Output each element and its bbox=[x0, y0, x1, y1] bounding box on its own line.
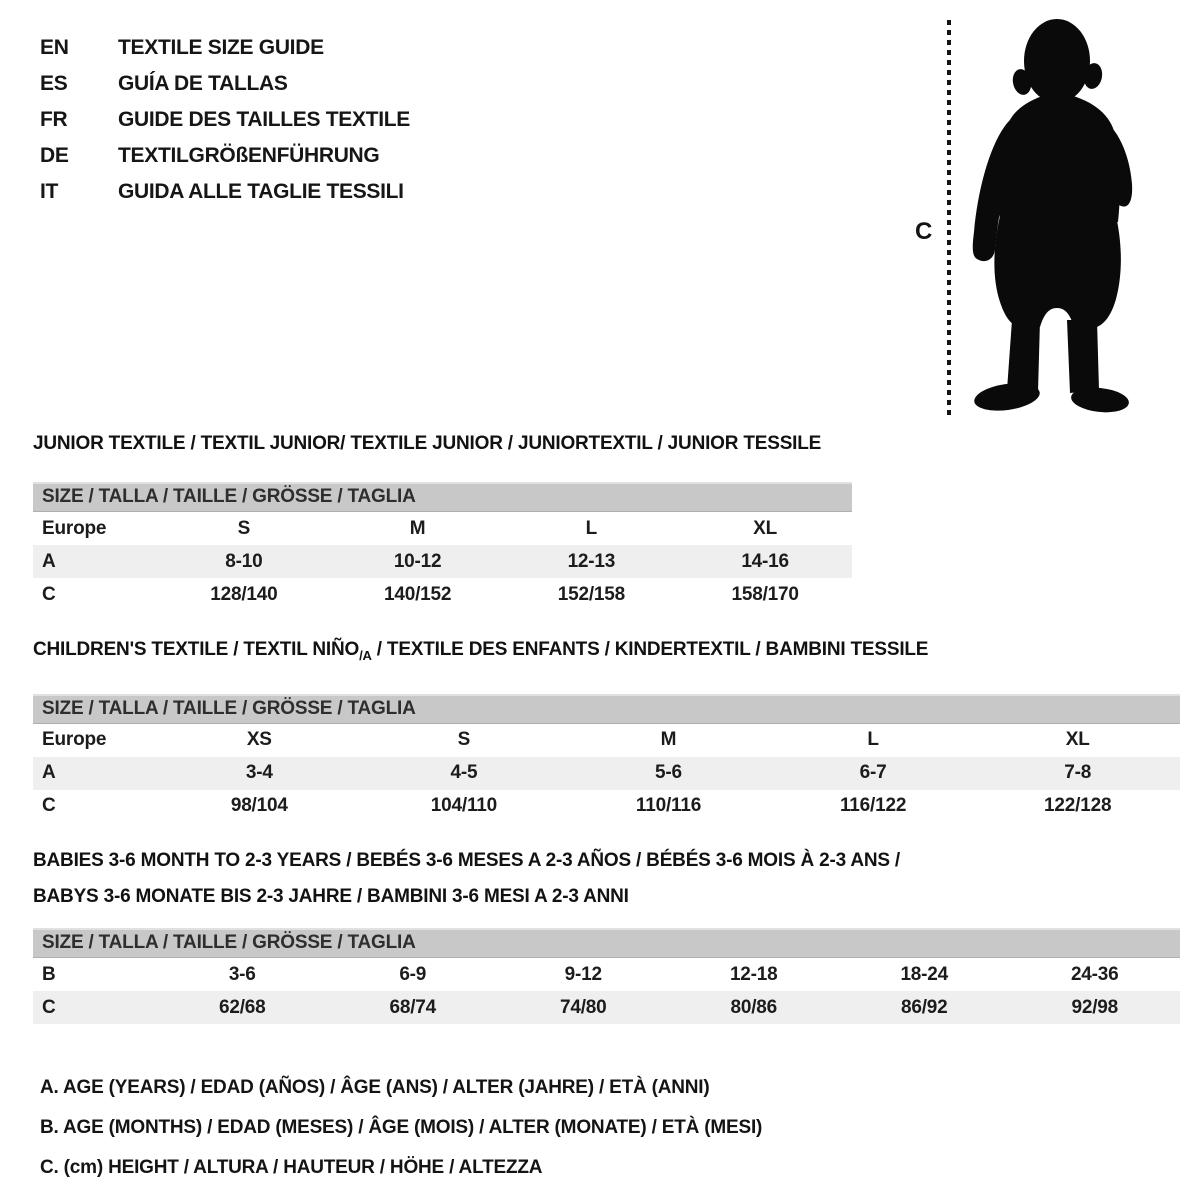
height-measure-label: C bbox=[915, 218, 933, 245]
babies-textile-section bbox=[33, 843, 1180, 1024]
babies-title-line1: BABIES 3-6 MONTH TO 2-3 YEARS / BEBÉS 3-6 MESES A 2-3 AÑOS / BÉBÉS 3-6 MOIS À 2-3 ANS / bbox=[33, 850, 901, 871]
row-label-a: A bbox=[42, 762, 56, 784]
height-value: 122/128 bbox=[1044, 795, 1112, 817]
height-value: 158/170 bbox=[731, 583, 799, 605]
language-code: IT bbox=[40, 180, 59, 203]
row-label-c: C bbox=[42, 996, 56, 1018]
guide-title: GUIDA ALLE TAGLIE TESSILI bbox=[118, 180, 404, 203]
children-title-suffix: / TEXTILE DES ENFANTS / KINDERTEXTIL / BAMBINI TESSILE bbox=[371, 639, 929, 660]
children-row-height bbox=[33, 790, 1180, 823]
age-value: 4-5 bbox=[450, 762, 478, 784]
junior-section-title: JUNIOR TEXTILE / TEXTIL JUNIOR/ TEXTILE JUNIOR / JUNIORTEXTIL / JUNIOR TESSILE bbox=[33, 433, 822, 454]
legend-line-b: B. AGE (MONTHS) / EDAD (MESES) / ÂGE (MOIS) / ALTER (MONATE) / ETÀ (MESI) bbox=[40, 1117, 763, 1138]
babies-title-line2: BABYS 3-6 MONATE BIS 2-3 JAHRE / BAMBINI 3-6 MESI A 2-3 ANNI bbox=[33, 886, 629, 907]
col-header-l: L bbox=[867, 729, 879, 751]
age-value: 8-10 bbox=[225, 550, 263, 572]
babies-row-height bbox=[33, 991, 1180, 1024]
babies-size-header-bar: SIZE / TALLA / TAILLE / GRÖSSE / TAGLIA bbox=[33, 928, 1180, 958]
baby-silhouette-image bbox=[960, 14, 1140, 416]
children-textile-section bbox=[33, 640, 1180, 823]
col-header-xl: XL bbox=[753, 517, 778, 539]
junior-textile-section bbox=[33, 434, 852, 611]
age-value: 7-8 bbox=[1064, 762, 1092, 784]
height-value: 68/74 bbox=[389, 996, 437, 1018]
legend-line-a: A. AGE (YEARS) / EDAD (AÑOS) / ÂGE (ANS) / ALTER (JAHRE) / ETÀ (ANNI) bbox=[40, 1077, 710, 1098]
age-months-value: 12-18 bbox=[729, 963, 778, 985]
junior-row-age bbox=[33, 545, 852, 578]
height-value: 110/116 bbox=[635, 795, 702, 817]
children-row-age bbox=[33, 757, 1180, 790]
children-size-header-bar: SIZE / TALLA / TAILLE / GRÖSSE / TAGLIA bbox=[33, 694, 1180, 724]
language-code: DE bbox=[40, 144, 69, 167]
col-header-xl: XL bbox=[1065, 729, 1090, 751]
language-code: EN bbox=[40, 36, 69, 59]
row-label-b: B bbox=[42, 963, 56, 985]
babies-row-age-months bbox=[33, 958, 1180, 991]
height-value: 140/152 bbox=[383, 583, 452, 605]
children-section-title bbox=[33, 640, 1180, 666]
junior-row-height bbox=[33, 578, 852, 611]
legend-line-c: C. (cm) HEIGHT / ALTURA / HAUTEUR / HÖHE / ALTEZZA bbox=[40, 1157, 543, 1178]
col-header-m: M bbox=[660, 729, 677, 751]
age-months-value: 6-9 bbox=[399, 963, 427, 985]
language-row-es bbox=[40, 66, 410, 102]
guide-title: GUIDE DES TAILLES TEXTILE bbox=[118, 108, 410, 131]
col-header-s: S bbox=[237, 517, 251, 539]
col-header-l: L bbox=[585, 517, 598, 539]
age-value: 6-7 bbox=[859, 762, 887, 784]
age-value: 12-13 bbox=[567, 550, 616, 572]
guide-title: TEXTILGRÖßENFÜHRUNG bbox=[118, 144, 380, 167]
height-value: 98/104 bbox=[230, 795, 288, 817]
row-label-a: A bbox=[42, 550, 56, 572]
age-value: 14-16 bbox=[741, 550, 789, 572]
age-months-value: 9-12 bbox=[564, 963, 602, 985]
guide-title: TEXTILE SIZE GUIDE bbox=[118, 36, 324, 59]
measurement-legend bbox=[40, 1068, 762, 1188]
language-row-fr bbox=[40, 102, 410, 138]
age-months-value: 24-36 bbox=[1070, 963, 1119, 985]
age-value: 5-6 bbox=[655, 762, 682, 784]
height-measure-dashed-line bbox=[947, 20, 951, 416]
col-header-xs: XS bbox=[246, 729, 272, 751]
height-value: 62/68 bbox=[218, 996, 266, 1018]
babies-section-title bbox=[33, 843, 1180, 915]
col-header-s: S bbox=[457, 729, 471, 751]
height-value: 104/110 bbox=[430, 795, 497, 817]
age-value: 3-4 bbox=[245, 762, 273, 784]
language-code: ES bbox=[40, 72, 68, 95]
language-code: FR bbox=[40, 108, 68, 131]
children-title-prefix: CHILDREN'S TEXTILE / TEXTIL NIÑO bbox=[33, 639, 360, 660]
height-value: 74/80 bbox=[559, 996, 607, 1018]
height-value: 116/122 bbox=[839, 795, 907, 817]
language-row-en bbox=[40, 30, 410, 66]
age-months-value: 18-24 bbox=[900, 963, 949, 985]
height-value: 80/86 bbox=[730, 996, 778, 1018]
height-value: 128/140 bbox=[210, 583, 278, 605]
row-label-europe: Europe bbox=[42, 729, 107, 751]
children-title-subscript: /A bbox=[359, 647, 372, 663]
children-columns-row bbox=[33, 724, 1180, 757]
language-title-list bbox=[40, 30, 410, 210]
row-label-europe: Europe bbox=[42, 517, 107, 539]
age-value: 10-12 bbox=[393, 550, 442, 572]
guide-title: GUÍA DE TALLAS bbox=[118, 72, 288, 95]
height-value: 86/92 bbox=[900, 996, 948, 1018]
language-row-it bbox=[40, 174, 410, 210]
language-row-de bbox=[40, 138, 410, 174]
row-label-c: C bbox=[42, 795, 56, 817]
junior-size-header-bar: SIZE / TALLA / TAILLE / GRÖSSE / TAGLIA bbox=[33, 482, 852, 512]
age-months-value: 3-6 bbox=[228, 963, 256, 985]
height-value: 92/98 bbox=[1071, 996, 1119, 1018]
junior-columns-row bbox=[33, 512, 852, 545]
height-value: 152/158 bbox=[557, 583, 626, 605]
row-label-c: C bbox=[42, 583, 56, 605]
col-header-m: M bbox=[409, 517, 426, 539]
